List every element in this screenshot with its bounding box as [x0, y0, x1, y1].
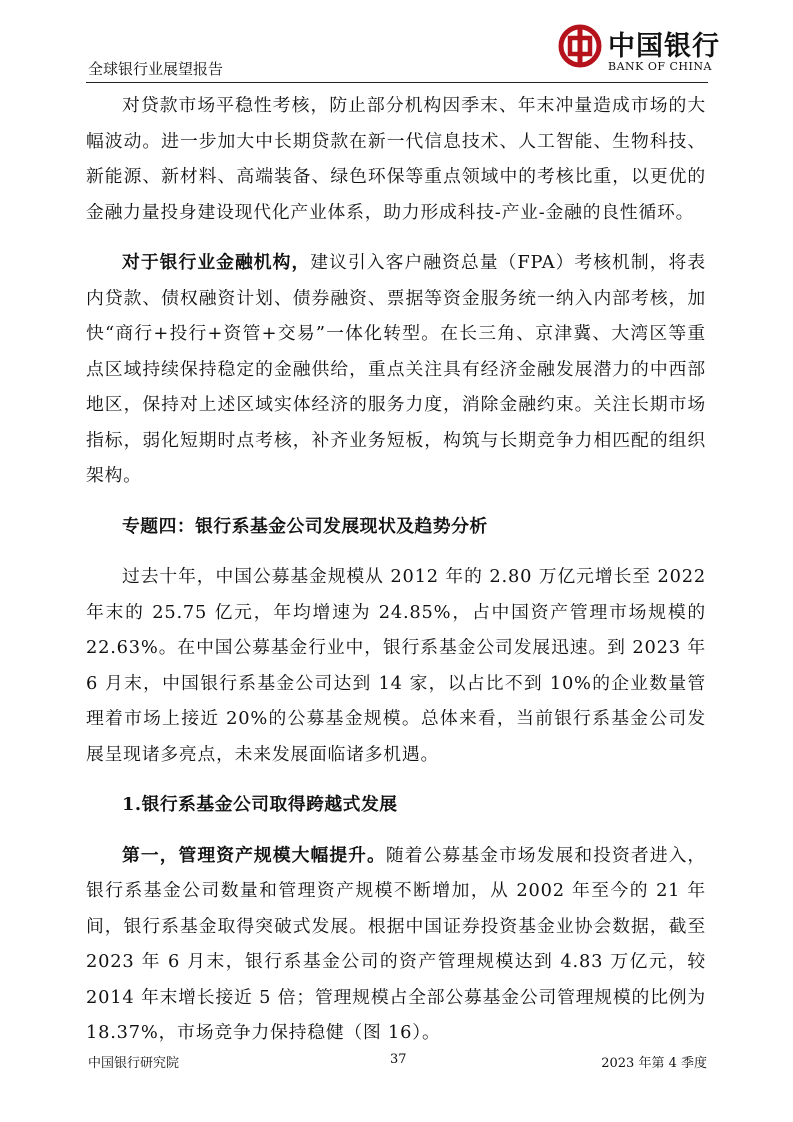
footer-publisher: 中国银行研究院 — [88, 1056, 180, 1071]
paragraph-2-lead: 对于银行业金融机构， — [122, 252, 311, 273]
bank-of-china-emblem-icon — [558, 24, 602, 68]
paragraph-1-text: 对贷款市场平稳性考核，防止部分机构因季末、年末冲量造成市场的大幅波动。进一步加大中长期贷款在新一代信息技术、人工智能、生物科技、新能源、新材料、高端装备、绿色环保等重点领域中的考核比重，以更优的金融力量投身建设现代化产业体系，助力形成科技-产业-金融的良性循环。 — [86, 95, 706, 223]
page-body — [86, 88, 706, 1051]
logo-english-name: BANK OF CHINA — [608, 60, 712, 73]
section-heading-topic-4: 专题四：银行系基金公司发展现状及趋势分析 — [122, 515, 488, 537]
paragraph-2-text: 建议引入客户融资总量（FPA）考核机制，将表内贷款、债权融资计划、债券融资、票据等资金服务统一纳入内部考核，加快“商行+投行+资管+交易”一体化转型。在长三角、京津冀、大湾区等重点区域持续保持稳定的金融供给，重点关注具有经济金融发展潜力的中西部地区，保持对上述区域实体经济的服务力度，消除金融约束。关注长期市场指标，弱化短期时点考核，补齐业务短板，构筑与长期竞争力相匹配的组织架构。 — [86, 252, 706, 486]
footer-issue: 2023 年第 4 季度 — [601, 1056, 707, 1071]
paragraph-4-text: 随着公募基金市场发展和投资者进入，银行系基金公司数量和管理资产规模不断增加，从 2002 年至今的 21 年间，银行系基金取得突破式发展。根据中国证券投资基金业协会数据，截至 2023 年 6 月末，银行系基金公司的资产管理规模达到 4.83 万亿元，较 2014 年末增长接近 5 倍；管理规模占全部公募基金公司管理规模的比例为 18.37%，市场竞争力保持稳健（图 16）。 — [86, 844, 706, 1043]
report-title: 全球银行业展望报告 — [88, 60, 224, 78]
header-divider — [86, 82, 708, 83]
paragraph-4-lead: 第一，管理资产规模大幅提升。 — [122, 844, 386, 866]
bank-logo — [558, 20, 720, 78]
paragraph-3-text: 过去十年，中国公募基金规模从 2012 年的 2.80 万亿元增长至 2022 年末的 25.75 亿元，年均增速为 24.85%，占中国资产管理市场规模的 22.63%。在中国公募基金行业中，银行系基金公司发展迅速。到 2023 年 6 月末，中国银行系基金公司达到 14 家，以占比不到 10%的企业数量管理着市场上接近 20%的公募基金规模。总体来看，当前银行系基金公司发展呈现诸多亮点，未来发展面临诸多机遇。 — [86, 566, 706, 765]
paragraph-1 — [86, 88, 706, 230]
paragraph-3 — [86, 559, 706, 772]
paragraph-2 — [86, 245, 706, 494]
subsection-heading-1: 1.银行系基金公司取得跨越式发展 — [122, 794, 398, 815]
page-number: 37 — [390, 1052, 407, 1067]
logo-chinese-name: 中国银行 — [608, 31, 720, 62]
paragraph-4 — [86, 838, 706, 1051]
